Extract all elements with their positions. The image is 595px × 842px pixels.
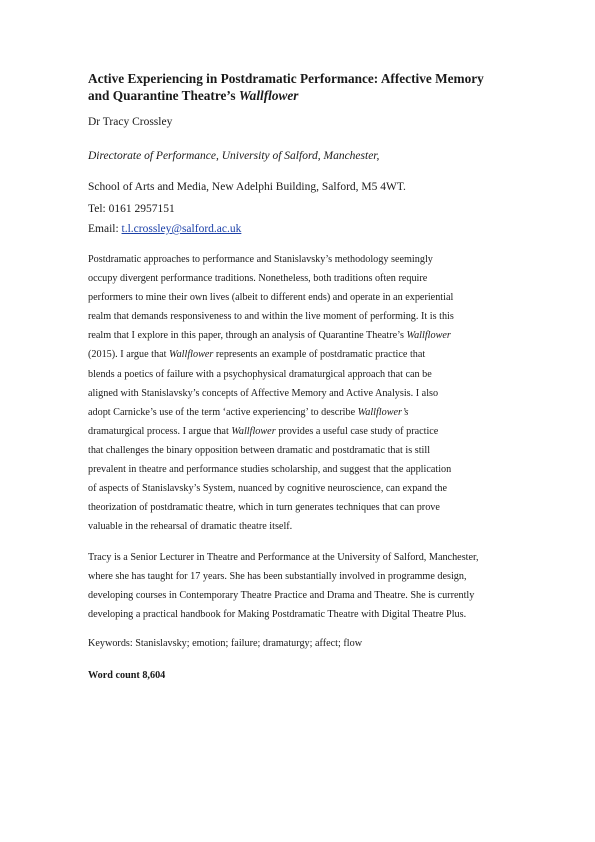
abstract-text: dramaturgical process. I argue that xyxy=(88,425,232,437)
email-label: Email: xyxy=(88,223,122,235)
author-bio xyxy=(88,548,528,624)
abstract-italic: Wallflower xyxy=(231,425,276,437)
abstract-line: that challenges the binary opposition between dramatic and postdramatic that is still xyxy=(88,444,431,456)
abstract-line: realm that demands responsiveness to and within the live moment of performing. It is this xyxy=(88,311,454,323)
abstract-line: occupy divergent performance traditions. Nonetheless, both traditions often require xyxy=(88,273,428,285)
abstract-italic: Wallflower’s xyxy=(357,406,409,418)
bio-line: developing a practical handbook for Making Postdramatic Theatre with Digital Theatre Plus. xyxy=(88,609,467,620)
abstract-line: Postdramatic approaches to performance and Stanislavsky’s methodology seemingly xyxy=(88,254,433,265)
affiliation: Directorate of Performance, University of Salford, Manchester, xyxy=(88,150,380,162)
abstract-text: represents an example of postdramatic practice that xyxy=(213,349,426,361)
address: School of Arts and Media, New Adelphi Building, Salford, M5 4WT. xyxy=(88,181,406,193)
bio-line: developing courses in Contemporary Theatre Practice and Drama and Theatre. She is currently xyxy=(88,590,475,601)
abstract-line: prevalent in theatre and performance studies scholarship, and suggest that the application xyxy=(88,464,452,476)
title-line-1: Active Experiencing in Postdramatic Performance: Affective Memory xyxy=(88,71,484,86)
abstract-line: valuable in the rehearsal of dramatic theatre itself. xyxy=(88,521,293,533)
abstract-italic: Wallflower xyxy=(169,349,214,361)
abstract-text: (2015). I argue that xyxy=(88,349,170,361)
title-line-2: and Quarantine Theatre’s xyxy=(88,88,239,103)
abstract-line: of aspects of Stanislavsky’s System, nuanced by cognitive neuroscience, can expand the xyxy=(88,483,448,495)
abstract-text: adopt Carnicke’s use of the term ‘active experiencing’ to describe xyxy=(88,406,358,418)
abstract xyxy=(88,250,528,536)
abstract-italic: Wallflower xyxy=(406,330,451,342)
abstract-line: performers to mine their own lives (albeit to different ends) and operate in an experiential xyxy=(88,292,454,304)
abstract-line: blends a poetics of failure with a psychophysical dramaturgical approach that can be xyxy=(88,368,432,380)
abstract-text: provides a useful case study of practice xyxy=(275,425,439,437)
abstract-line xyxy=(88,422,528,441)
abstract-line xyxy=(88,345,528,364)
author-name: Dr Tracy Crossley xyxy=(88,116,173,128)
word-count: Word count 8,604 xyxy=(88,670,166,681)
abstract-line xyxy=(88,403,528,422)
bio-line: Tracy is a Senior Lecturer in Theatre and Performance at the University of Salford, Manchester, xyxy=(88,552,479,563)
paper-title xyxy=(88,70,528,104)
abstract-line xyxy=(88,326,528,345)
email xyxy=(88,223,241,235)
telephone: Tel: 0161 2957151 xyxy=(88,203,175,215)
keywords: Keywords: Stanislavsky; emotion; failure; dramaturgy; affect; flow xyxy=(88,638,363,649)
bio-line: where she has taught for 17 years. She has been substantially involved in programme design, xyxy=(88,571,467,582)
email-link[interactable]: t.l.crossley@salford.ac.uk xyxy=(121,223,242,235)
title-italic: Wallflower xyxy=(238,88,299,103)
abstract-text: realm that I explore in this paper, through an analysis of Quarantine Theatre’s xyxy=(88,330,407,342)
abstract-line: theorization of postdramatic theatre, which in turn generates techniques that can prove xyxy=(88,502,440,514)
abstract-line: aligned with Stanislavsky’s concepts of Affective Memory and Active Analysis. I also xyxy=(88,387,439,399)
